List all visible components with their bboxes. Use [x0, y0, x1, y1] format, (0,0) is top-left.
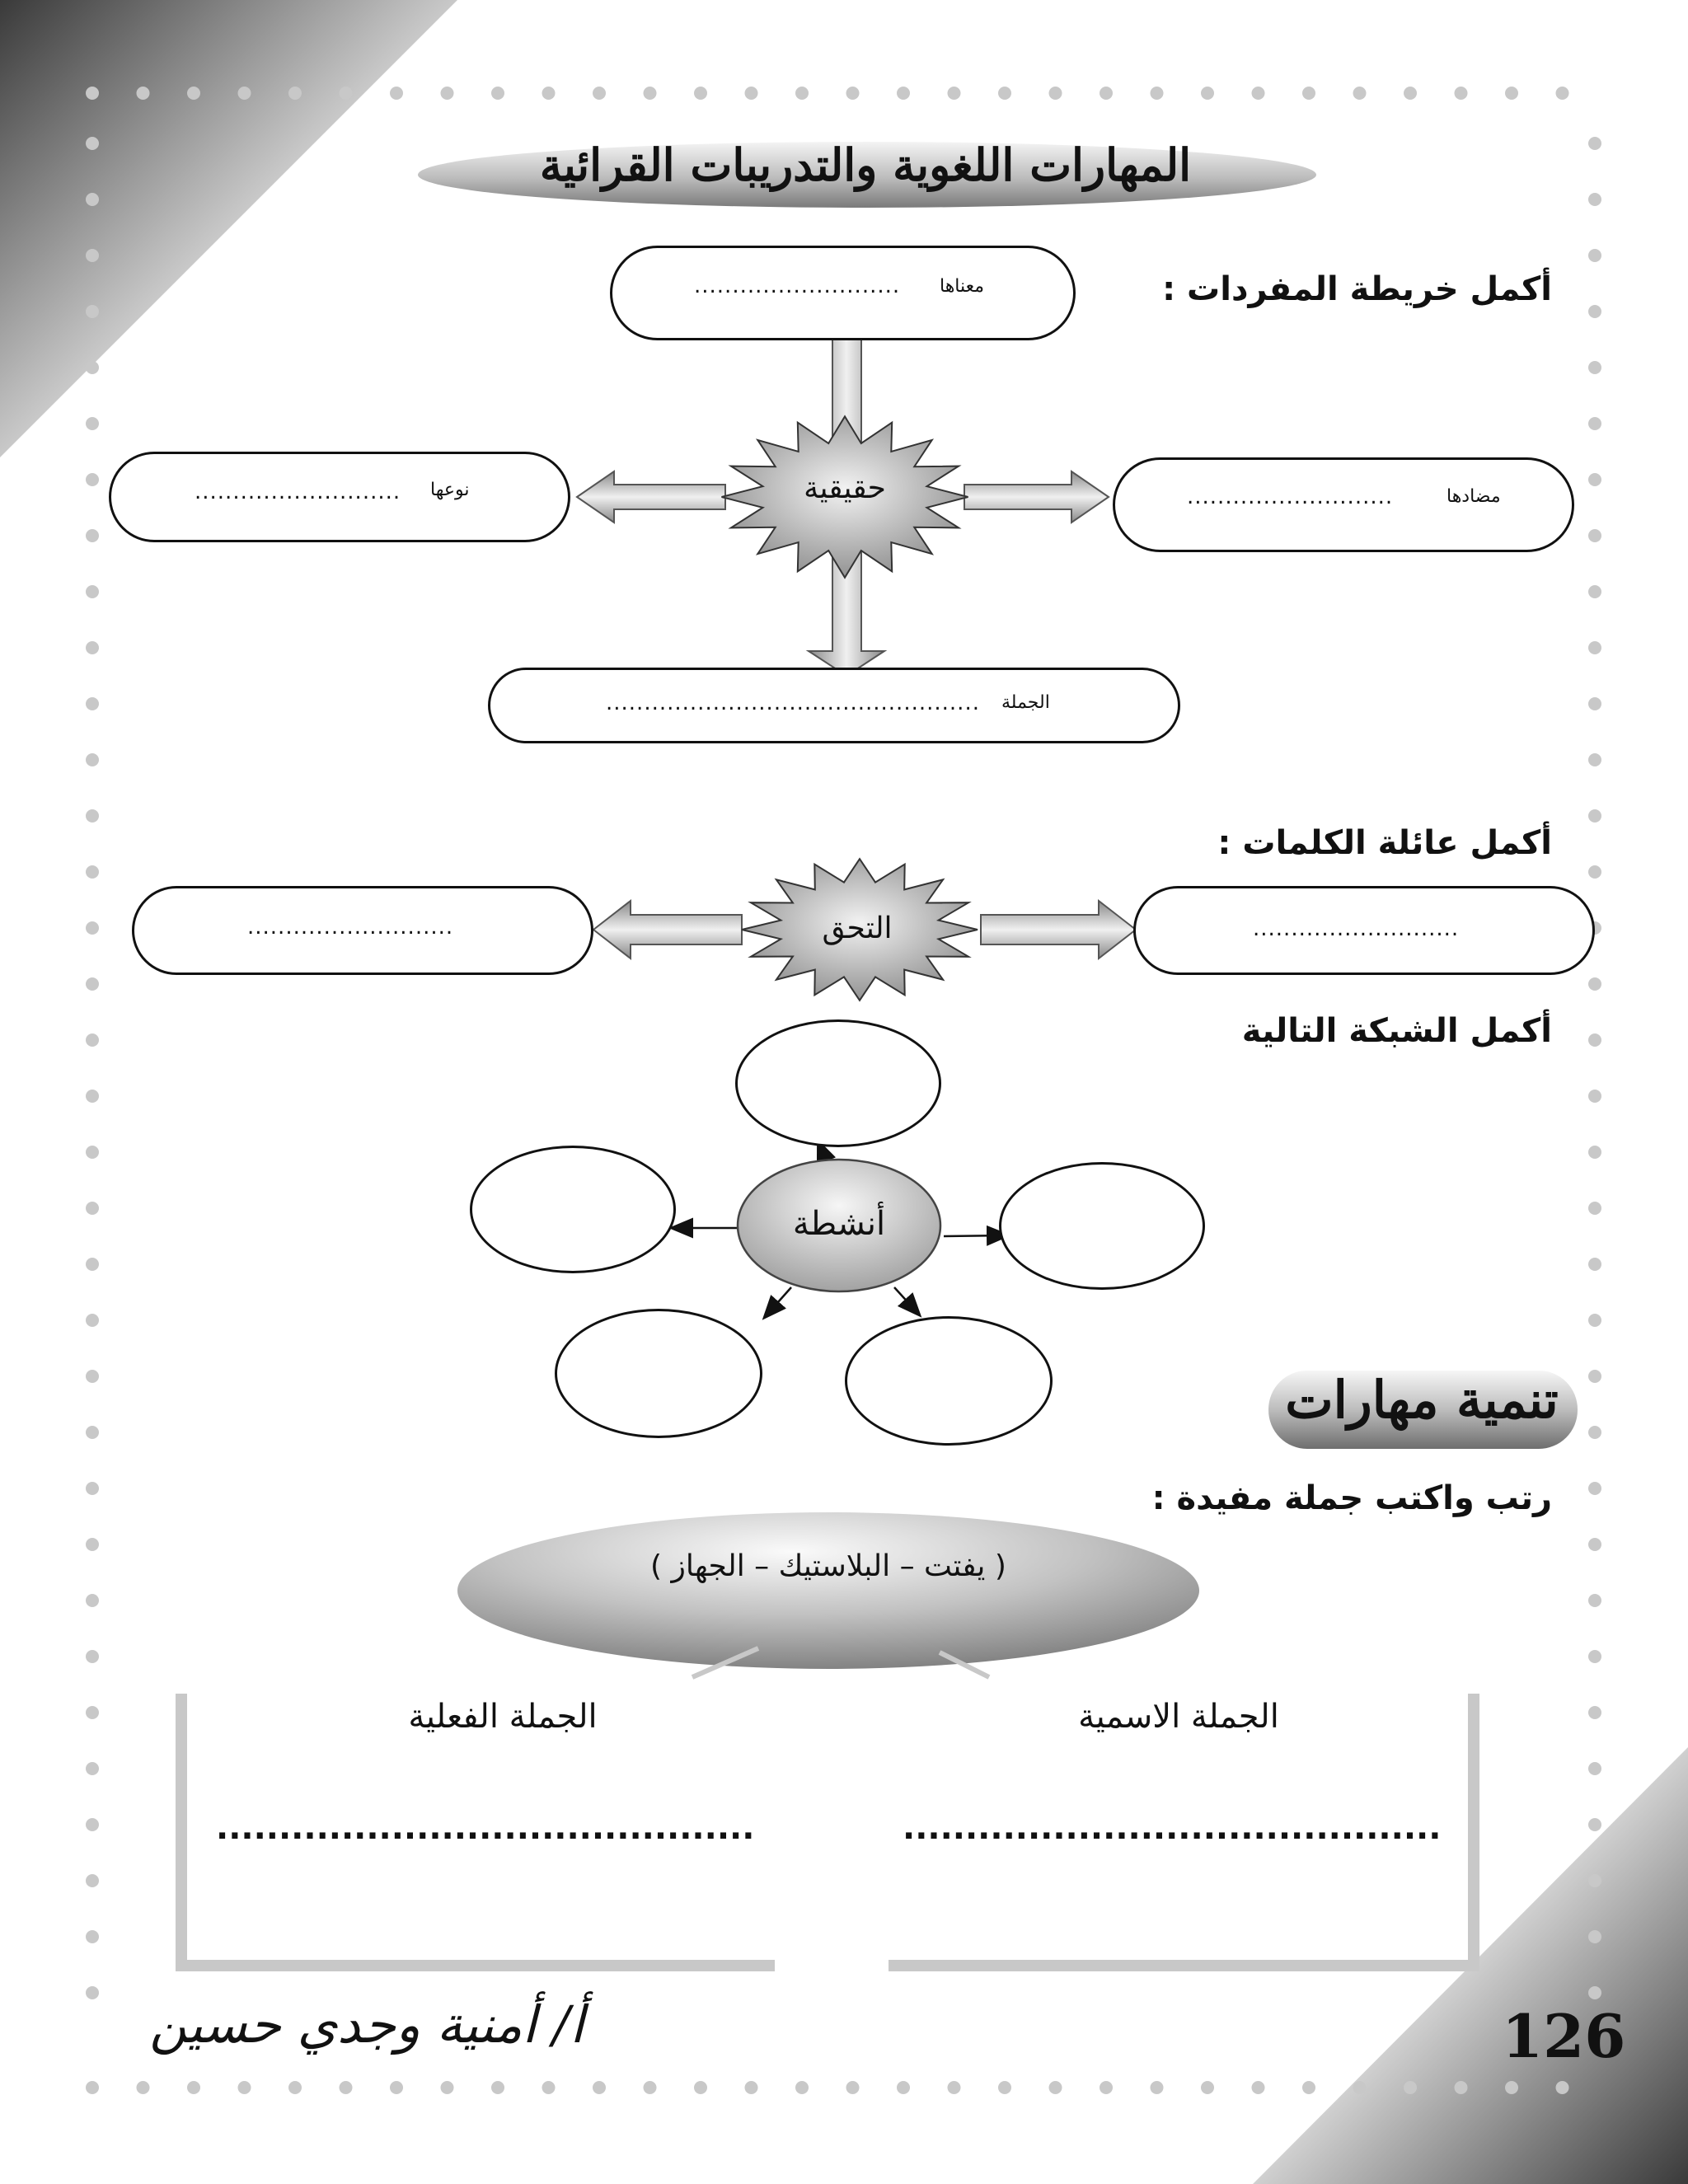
vocab-map-sentence-dots: ................................................. — [606, 691, 980, 715]
nominal-sentence-answer[interactable]: ........................................... — [903, 1809, 1442, 1847]
verbal-sentence-label: الجملة الفعلية — [408, 1698, 598, 1736]
network-center-word: أنشطة — [792, 1205, 886, 1243]
vocab-map-center-word: حقيقية — [804, 471, 886, 505]
word-family-instruction: أكمل عائلة الكلمات : — [1217, 824, 1552, 862]
vocab-map-type-label: نوعها — [430, 480, 470, 500]
vocab-map-antonym-label: مضادها — [1447, 486, 1501, 507]
scrambled-words: ( يفتت – البلاستيك – الجهاز ) — [650, 1549, 1006, 1583]
word-family-left-dots: ........................... — [247, 915, 454, 940]
skills-badge: تنمية مهارات — [1285, 1370, 1559, 1430]
page-title: المهارات اللغوية والتدريبات القرائية — [539, 138, 1192, 191]
nominal-sentence-label: الجملة الاسمية — [1078, 1698, 1279, 1736]
word-family-center-word: التحق — [822, 912, 893, 945]
vocab-map-sentence-label: الجملة — [1001, 692, 1050, 713]
vocab-map-meaning-label: معناها — [940, 276, 985, 297]
vocab-map-meaning-dots: ........................... — [694, 274, 901, 298]
teacher-signature: أ/ أمنية وجدي حسين — [149, 1994, 584, 2055]
vocab-map-instruction: أكمل خريطة المفردات : — [1162, 270, 1552, 308]
skills-instruction: رتب واكتب جملة مفيدة : — [1151, 1479, 1552, 1517]
vocab-map-antonym-dots: ........................... — [1187, 485, 1394, 509]
word-family-right-dots: ........................... — [1253, 916, 1460, 941]
page-number: 126 — [1502, 2001, 1626, 2071]
network-instruction: أكمل الشبكة التالية — [1241, 1012, 1552, 1050]
vocab-map-type-dots: ........................... — [195, 480, 401, 504]
verbal-sentence-answer[interactable]: ........................................... — [216, 1809, 755, 1847]
